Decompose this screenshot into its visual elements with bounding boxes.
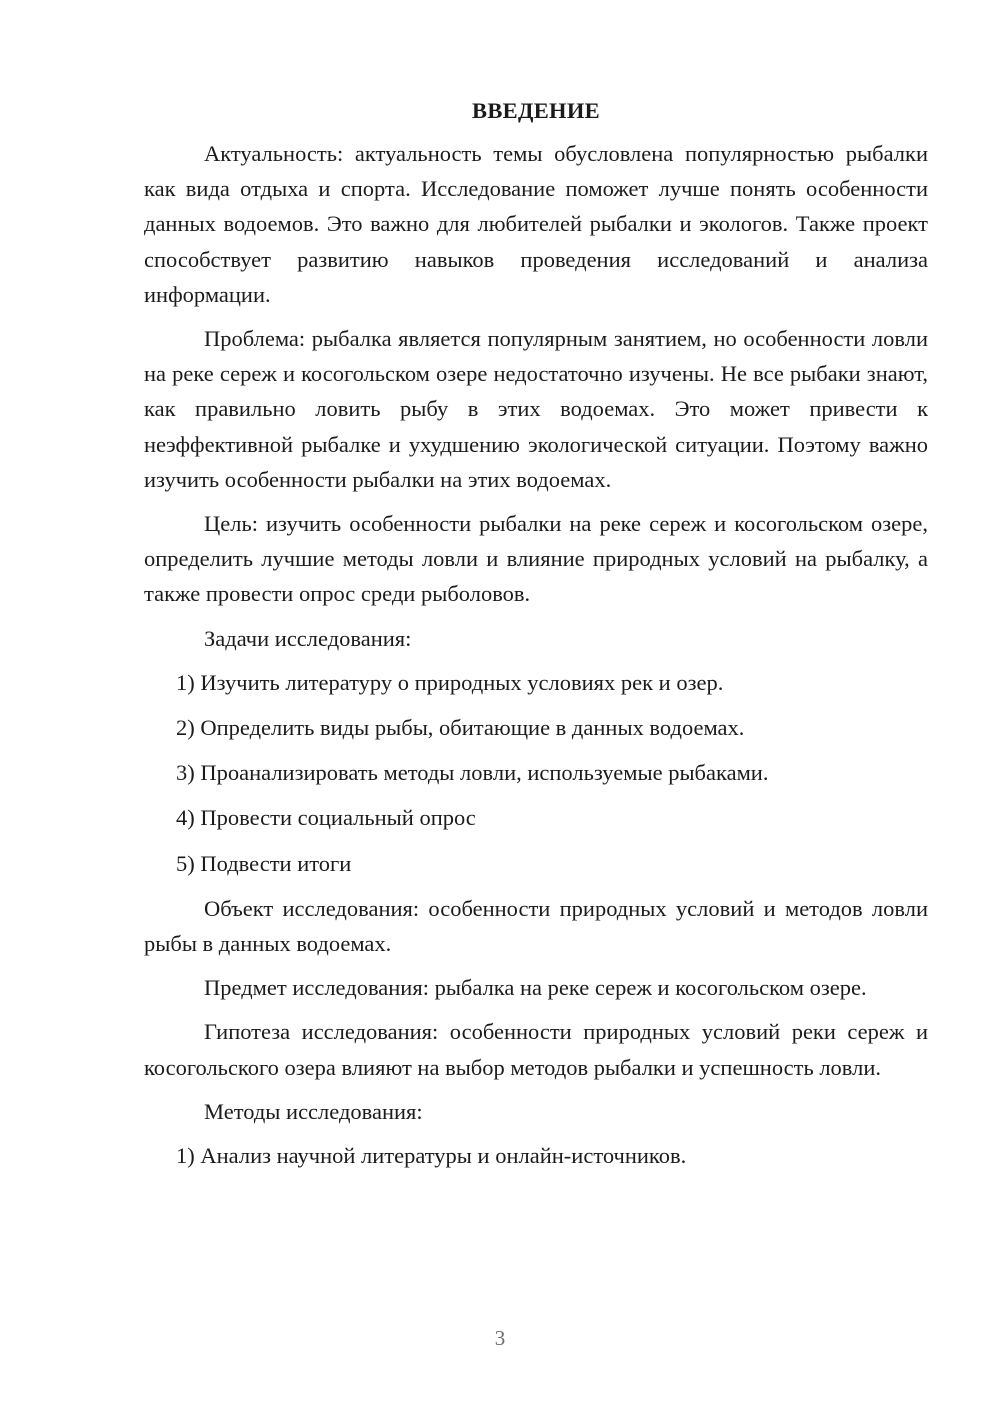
relevance-paragraph: Актуальность: актуальность темы обусловлена популярностью рыбалки как вида отдыха и спорта. Исследование поможет лучше понять особенности данных водоемов. Это важно для любителей рыбалки и экологов. Также проект способствует развитию навыков проведения исследований и анализа информации. bbox=[144, 141, 928, 307]
section-title: ВВЕДЕНИЕ bbox=[472, 98, 600, 123]
list-item: 2) Определить виды рыбы, обитающие в данных водоемах. bbox=[176, 715, 745, 741]
tasks-heading: Задачи исследования: bbox=[204, 625, 412, 651]
page-content bbox=[144, 96, 928, 1183]
list-item: 3) Проанализировать методы ловли, используемые рыбаками. bbox=[176, 760, 769, 786]
list-item: 4) Провести социальный опрос bbox=[176, 805, 476, 831]
methods-heading: Методы исследования: bbox=[204, 1098, 423, 1124]
tasks-list bbox=[144, 665, 928, 881]
object-paragraph: Объект исследования: особенности природных условий и методов ловли рыбы в данных водоемах. bbox=[144, 895, 928, 957]
page-number: 3 bbox=[494, 1326, 506, 1350]
goal-paragraph: Цель: изучить особенности рыбалки на реке сереж и косогольском озере, определить лучшие методы ловли и влияние природных условий на рыбалку, а также провести опрос среди рыболовов. bbox=[144, 511, 928, 607]
list-item: 1) Анализ научной литературы и онлайн-источников. bbox=[176, 1143, 687, 1169]
problem-paragraph: Проблема: рыбалка является популярным занятием, но особенности ловли на реке сереж и косогольском озере недостаточно изучены. Не все рыбаки знают, как правильно ловить рыбу в этих водоемах. Это может привести к неэффективной рыбалке и ухудшению экологической ситуации. Поэтому важно изучить особенности рыбалки на этих водоемах. bbox=[144, 326, 928, 492]
methods-list bbox=[144, 1138, 928, 1173]
list-item: 1) Изучить литературу о природных условиях рек и озер. bbox=[176, 669, 724, 695]
list-item: 5) Подвести итоги bbox=[176, 850, 352, 876]
hypothesis-paragraph: Гипотеза исследования: особенности природных условий реки сереж и косогольского озера влияют на выбор методов рыбалки и успешность ловли. bbox=[144, 1019, 928, 1080]
subject-paragraph: Предмет исследования: рыбалка на реке сереж и косогольском озере. bbox=[204, 975, 867, 1001]
